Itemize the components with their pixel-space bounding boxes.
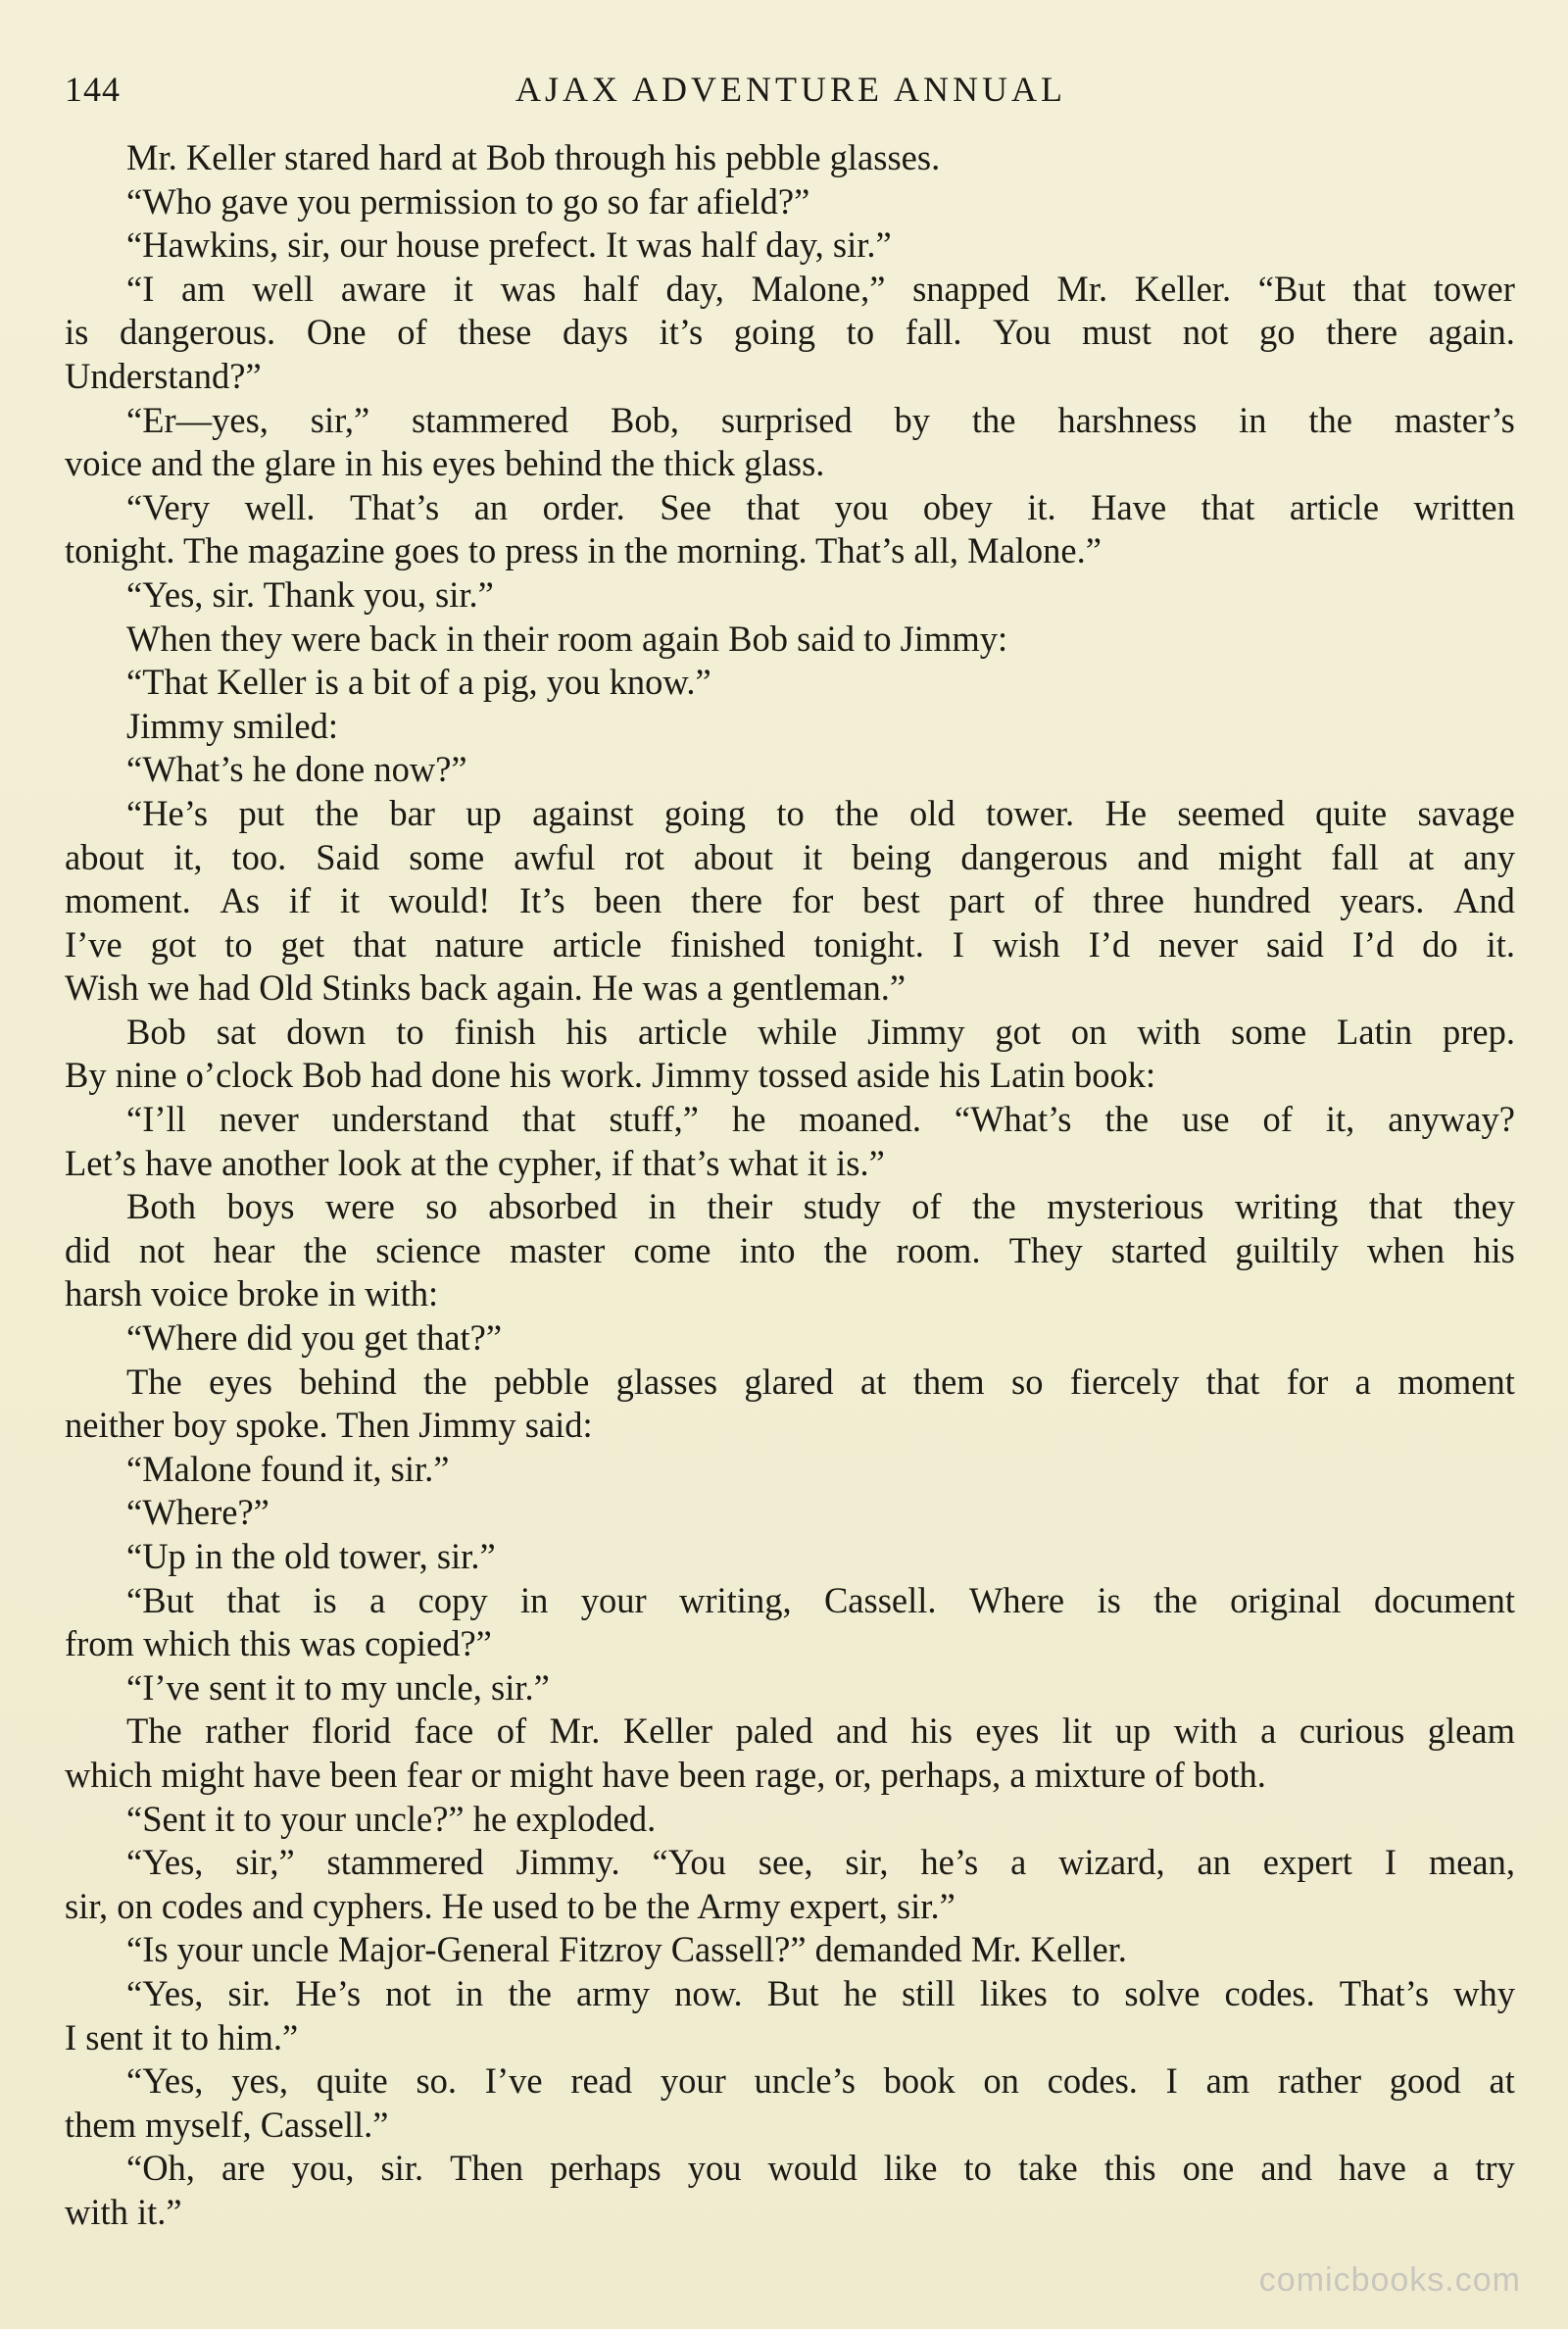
text-line: Bob sat down to finish his article while Jimmy got on with some Latin prep. bbox=[126, 1011, 1515, 1052]
text-line: I sent it to him.” bbox=[65, 2016, 299, 2057]
text-line: “Yes, yes, quite so. I’ve read your uncle’s book on codes. I am rather good at bbox=[126, 2060, 1515, 2102]
text-line: “I’ve sent it to my uncle, sir.” bbox=[126, 1666, 550, 1708]
text-line: When they were back in their room again Bob said to Jimmy: bbox=[126, 618, 1008, 659]
text-line: “Hawkins, sir, our house prefect. It was half day, sir.” bbox=[126, 224, 892, 266]
text-line: “Er—yes, sir,” stammered Bob, surprised by the harshness in the master’s bbox=[126, 399, 1515, 440]
text-line: harsh voice broke in with: bbox=[65, 1273, 439, 1314]
text-line: “Where?” bbox=[126, 1492, 270, 1533]
text-line: did not hear the science master come into the room. They started guiltily when his bbox=[65, 1229, 1515, 1270]
running-title: AJAX ADVENTURE ANNUAL bbox=[515, 70, 1066, 109]
text-line: “Malone found it, sir.” bbox=[126, 1448, 450, 1489]
text-line: “What’s he done now?” bbox=[126, 749, 467, 790]
text-line: Mr. Keller stared hard at Bob through his pebble glasses. bbox=[126, 137, 941, 177]
text-line: “I am well aware it was half day, Malone,” snapped Mr. Keller. “But that tower bbox=[126, 268, 1515, 309]
story-text bbox=[65, 136, 1515, 2235]
text-line: The rather florid face of Mr. Keller paled and his eyes lit up with a curious gleam bbox=[126, 1710, 1515, 1752]
text-line: Wish we had Old Stinks back again. He was a gentleman.” bbox=[65, 967, 906, 1009]
text-line: Understand?” bbox=[65, 355, 262, 396]
text-line: “I’ll never understand that stuff,” he moaned. “What’s the use of it, anyway? bbox=[126, 1099, 1515, 1140]
text-line: “Sent it to your uncle?” he exploded. bbox=[126, 1798, 657, 1839]
text-line: neither boy spoke. Then Jimmy said: bbox=[65, 1405, 593, 1446]
text-line: from which this was copied?” bbox=[65, 1623, 492, 1664]
text-line: with it.” bbox=[65, 2191, 182, 2232]
text-line: “Oh, are you, sir. Then perhaps you would like to take this one and have a try bbox=[126, 2148, 1515, 2189]
text-line: “Where did you get that?” bbox=[126, 1317, 503, 1359]
page-number: 144 bbox=[65, 70, 121, 109]
text-line: about it, too. Said some awful rot about it being dangerous and might fall at any bbox=[65, 836, 1515, 877]
text-line: “Very well. That’s an order. See that you obey it. Have that article written bbox=[126, 486, 1515, 527]
text-line: Both boys were so absorbed in their study of the mysterious writing that they bbox=[126, 1186, 1515, 1227]
text-line: I’ve got to get that nature article finished tonight. I wish I’d never said I’d do it. bbox=[65, 923, 1515, 965]
text-line: “Up in the old tower, sir.” bbox=[126, 1536, 496, 1576]
text-line: is dangerous. One of these days it’s going to fall. You must not go there again. bbox=[65, 312, 1515, 353]
text-line: them myself, Cassell.” bbox=[65, 2104, 389, 2145]
text-line: Jimmy smiled: bbox=[126, 705, 338, 746]
text-line: “Who gave you permission to go so far afield?” bbox=[126, 180, 810, 222]
text-line: voice and the glare in his eyes behind the thick glass. bbox=[65, 443, 825, 484]
site-watermark: comicbooks.com bbox=[1258, 2261, 1521, 2299]
text-line: The eyes behind the pebble glasses glared at them so fiercely that for a moment bbox=[126, 1361, 1515, 1402]
text-line: “Yes, sir,” stammered Jimmy. “You see, sir, he’s a wizard, an expert I mean, bbox=[126, 1842, 1515, 1883]
text-line: “He’s put the bar up against going to the old tower. He seemed quite savage bbox=[126, 792, 1515, 833]
text-line: tonight. The magazine goes to press in the morning. That’s all, Malone.” bbox=[65, 530, 1102, 571]
text-line: “Yes, sir. He’s not in the army now. But he still likes to solve codes. That’s why bbox=[126, 1972, 1515, 2013]
text-line: “But that is a copy in your writing, Cassell. Where is the original document bbox=[126, 1579, 1515, 1620]
text-line: sir, on codes and cyphers. He used to be the Army expert, sir.” bbox=[65, 1885, 956, 1926]
text-line: Let’s have another look at the cypher, if that’s what it is.” bbox=[65, 1142, 885, 1183]
text-line: By nine o’clock Bob had done his work. Jimmy tossed aside his Latin book: bbox=[65, 1055, 1156, 1096]
text-line: which might have been fear or might have been rage, or, perhaps, a mixture of both. bbox=[65, 1754, 1266, 1795]
page-header bbox=[65, 69, 1517, 118]
text-line: “Yes, sir. Thank you, sir.” bbox=[126, 573, 494, 615]
text-line: “Is your uncle Major-General Fitzroy Cassell?” demanded Mr. Keller. bbox=[126, 1929, 1127, 1970]
text-line: moment. As if it would! It’s been there for best part of three hundred years. And bbox=[65, 880, 1515, 921]
text-line: “That Keller is a bit of a pig, you know.” bbox=[126, 662, 711, 703]
